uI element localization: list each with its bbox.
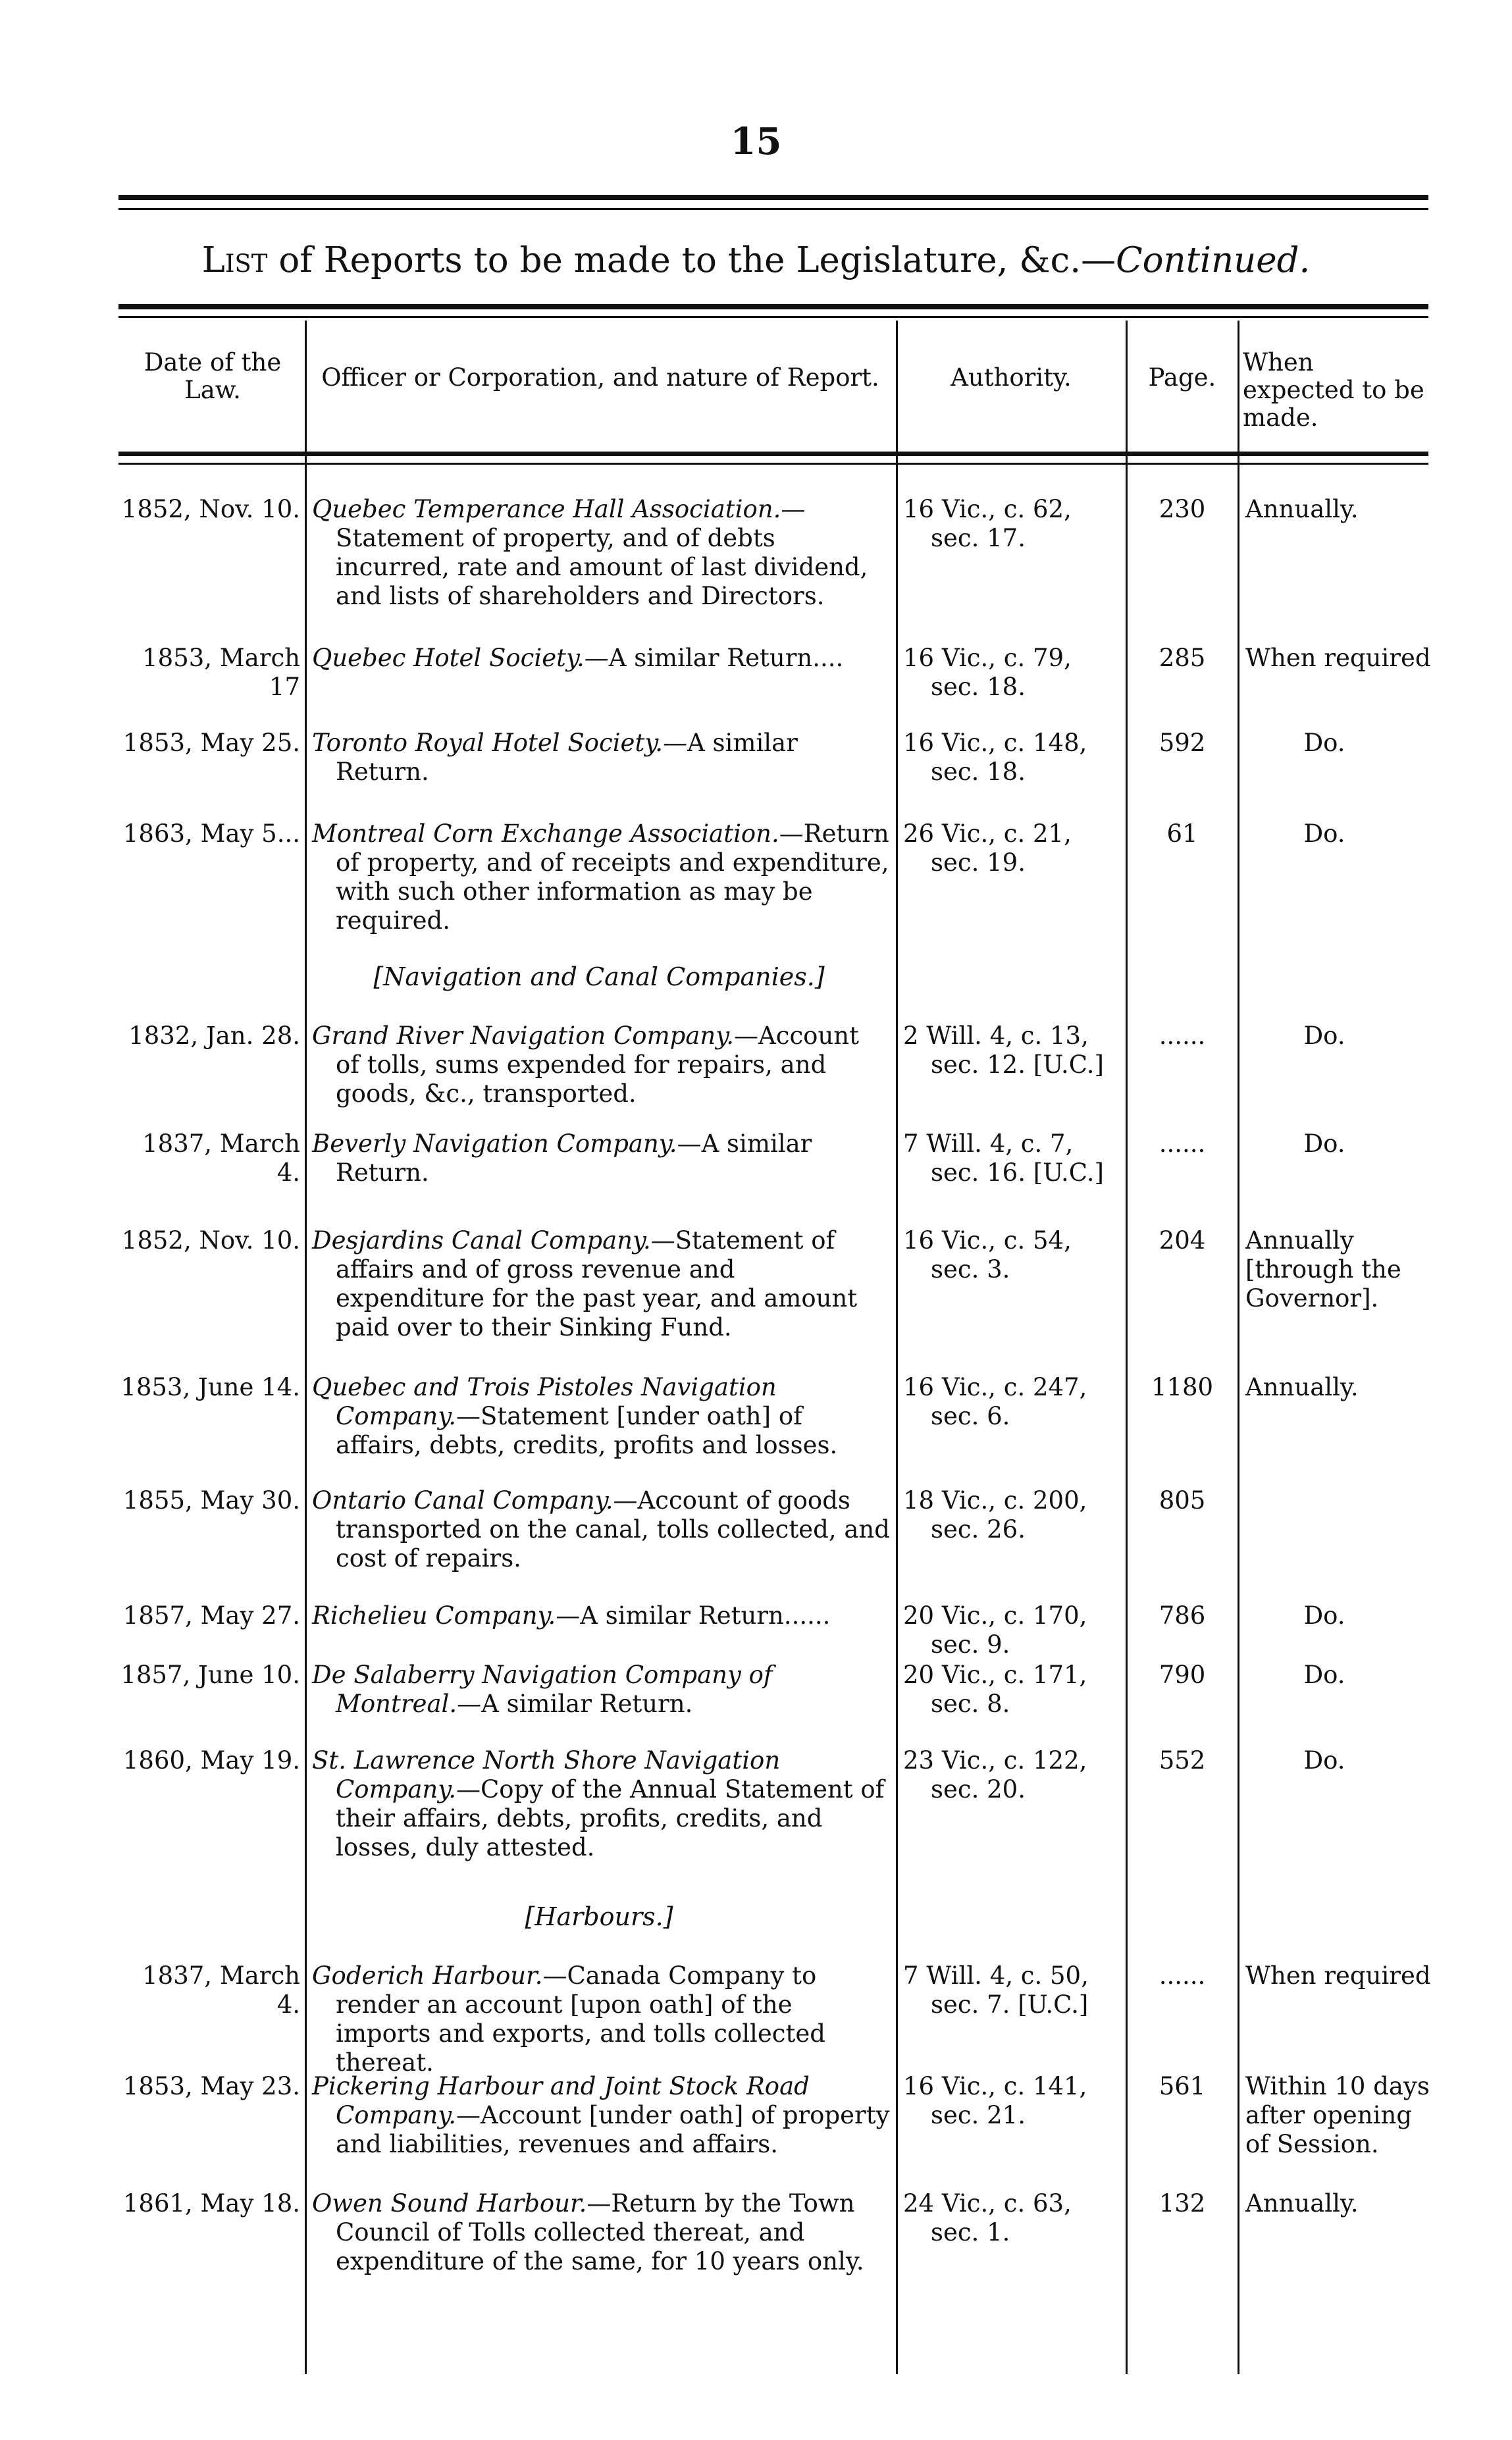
row-page: 204 bbox=[1159, 1226, 1206, 1255]
row-authority-section: sec. 6. bbox=[931, 1402, 1010, 1430]
row-when-expected: When required bbox=[1245, 1961, 1431, 1990]
row-authority-statute: 16 Vic., c. 62, bbox=[903, 495, 1072, 523]
row-report-nature: —Account of tolls, sums expended for repairs, and goods, &c., transported. bbox=[336, 1022, 859, 1108]
row-page: 552 bbox=[1159, 1746, 1206, 1775]
row-authority-section: sec. 7. [U.C.] bbox=[931, 1990, 1089, 2019]
row-authority-statute: 16 Vic., c. 141, bbox=[903, 2072, 1087, 2100]
row-date: 1853, May 23. bbox=[122, 2072, 300, 2100]
row-officer-name: Montreal Corn Exchange Association. bbox=[312, 819, 779, 848]
row-authority bbox=[903, 819, 1122, 877]
row-date: 1855, May 30. bbox=[122, 1486, 300, 1515]
row-page: ...... bbox=[1159, 1961, 1206, 1990]
row-date: 1853, June 14. bbox=[120, 1373, 300, 1401]
header-rule-thin bbox=[118, 316, 1428, 318]
row-authority-section: sec. 1. bbox=[931, 2218, 1010, 2246]
row-page: 561 bbox=[1159, 2072, 1206, 2100]
row-when-expected: Annually. bbox=[1245, 1373, 1359, 1401]
row-officer-name: Grand River Navigation Company. bbox=[312, 1022, 734, 1050]
row-authority bbox=[903, 1226, 1122, 1284]
heading-rest: of Reports to be made to the Legislature, &c.— bbox=[267, 240, 1116, 280]
row-description bbox=[312, 1373, 890, 1460]
row-authority-section: sec. 18. bbox=[931, 673, 1026, 701]
row-officer-name: Desjardins Canal Company. bbox=[312, 1226, 651, 1255]
row-authority bbox=[903, 1961, 1122, 2019]
row-authority-statute: 26 Vic., c. 21, bbox=[903, 819, 1072, 848]
row-description bbox=[312, 2189, 890, 2276]
section-heading-harbours: [Harbours.] bbox=[525, 1902, 673, 1931]
row-authority bbox=[903, 1601, 1122, 1659]
row-officer-name: Beverly Navigation Company. bbox=[312, 1129, 677, 1158]
row-officer-name: Owen Sound Harbour. bbox=[312, 2189, 587, 2218]
row-description bbox=[312, 1226, 890, 1342]
row-authority bbox=[903, 2189, 1122, 2247]
row-officer-name: De Salaberry Navigation Company of Montreal. bbox=[312, 1661, 773, 1718]
row-authority-statute: 16 Vic., c. 54, bbox=[903, 1226, 1072, 1255]
row-authority-section: sec. 19. bbox=[931, 848, 1026, 877]
row-page: 230 bbox=[1159, 495, 1206, 523]
row-when-expected: Do. bbox=[1303, 729, 1345, 757]
row-when-expected: Annually. bbox=[1245, 2189, 1359, 2218]
row-authority-section: sec. 18. bbox=[931, 758, 1026, 786]
row-authority-statute: 7 Will. 4, c. 7, bbox=[903, 1129, 1074, 1158]
row-when-expected: Do. bbox=[1303, 1661, 1345, 1689]
row-report-nature: —Statement of affairs and of gross revenue and expenditure for the past year, and amount paid over to their Sinking Fund. bbox=[336, 1226, 858, 1341]
row-report-nature: —A similar Return. bbox=[457, 1690, 693, 1718]
row-officer-name: Goderich Harbour. bbox=[312, 1961, 543, 1990]
row-authority bbox=[903, 729, 1122, 787]
row-page: 790 bbox=[1159, 1661, 1206, 1689]
row-officer-name: Ontario Canal Company. bbox=[312, 1486, 613, 1515]
row-authority-statute: 18 Vic., c. 200, bbox=[903, 1486, 1087, 1515]
row-when-expected: Do. bbox=[1303, 1129, 1345, 1158]
row-page: 132 bbox=[1159, 2189, 1206, 2218]
row-date: 1863, May 5... bbox=[122, 819, 300, 848]
column-header-officer: Officer or Corporation, and nature of Report. bbox=[321, 363, 879, 392]
row-report-nature: —A similar Return...... bbox=[556, 1601, 831, 1630]
row-date: 1832, Jan. 28. bbox=[128, 1022, 300, 1050]
row-when-expected: Within 10 days after opening of Session. bbox=[1245, 2072, 1430, 2158]
row-report-nature: —A similar Return. bbox=[336, 1129, 812, 1187]
row-when-expected: Do. bbox=[1303, 1746, 1345, 1775]
row-authority bbox=[903, 1486, 1122, 1544]
header-rule-thick bbox=[118, 304, 1428, 309]
row-report-nature: —Copy of the Annual Statement of their affairs, debts, profits, credits, and losses, duly attested. bbox=[336, 1775, 885, 1861]
row-report-nature: —A similar Return.... bbox=[584, 644, 844, 672]
page-heading bbox=[0, 240, 1512, 280]
row-report-nature: —Canada Company to render an account [upon oath] of the imports and exports, and tolls collected thereat. bbox=[336, 1961, 825, 2077]
row-when-expected: Do. bbox=[1303, 819, 1345, 848]
row-report-nature: —Statement [under oath] of affairs, debts, credits, profits and losses. bbox=[336, 1402, 838, 1459]
row-page: 61 bbox=[1166, 819, 1198, 848]
row-authority-section: sec. 9. bbox=[931, 1630, 1010, 1659]
row-authority-statute: 23 Vic., c. 122, bbox=[903, 1746, 1087, 1775]
row-authority-statute: 20 Vic., c. 171, bbox=[903, 1661, 1087, 1689]
row-date: 1860, May 19. bbox=[122, 1746, 300, 1775]
section-heading-navigation: [Navigation and Canal Companies.] bbox=[373, 962, 825, 991]
row-date: 1852, Nov. 10. bbox=[121, 495, 300, 523]
column-divider bbox=[1238, 321, 1239, 2374]
row-authority bbox=[903, 2072, 1122, 2130]
row-description bbox=[312, 1486, 890, 1573]
row-page: 805 bbox=[1159, 1486, 1206, 1515]
row-authority bbox=[903, 1661, 1122, 1719]
row-page: 285 bbox=[1159, 644, 1206, 672]
row-officer-name: Quebec Hotel Society. bbox=[312, 644, 585, 672]
row-when-expected: Annually [through the Governor]. bbox=[1245, 1226, 1401, 1312]
row-authority bbox=[903, 644, 1122, 702]
row-authority bbox=[903, 1022, 1122, 1079]
row-officer-name: Toronto Royal Hotel Society. bbox=[312, 729, 664, 757]
row-when-expected: Do. bbox=[1303, 1601, 1345, 1630]
column-header-when: When expected to be made. bbox=[1243, 348, 1424, 432]
row-page: 1180 bbox=[1151, 1373, 1214, 1401]
row-authority-statute: 16 Vic., c. 247, bbox=[903, 1373, 1087, 1401]
row-date: 1837, March 4. bbox=[142, 1129, 300, 1187]
row-description bbox=[312, 819, 890, 935]
row-report-nature: —Return of property, and of receipts and expenditure, with such other information as may be required. bbox=[336, 819, 889, 935]
row-description bbox=[312, 1746, 890, 1862]
column-header-date: Date of the Law. bbox=[143, 348, 282, 404]
row-report-nature: —Statement of property, and of debts incurred, rate and amount of last dividend, and lists of shareholders and Directors. bbox=[336, 495, 868, 610]
row-authority-section: sec. 17. bbox=[931, 524, 1026, 552]
heading-continued: Continued. bbox=[1116, 240, 1311, 280]
column-divider bbox=[896, 321, 898, 2374]
row-officer-name: Richelieu Company. bbox=[312, 1601, 556, 1630]
row-authority-section: sec. 12. [U.C.] bbox=[931, 1051, 1104, 1079]
row-authority-section: sec. 16. [U.C.] bbox=[931, 1158, 1104, 1187]
row-authority bbox=[903, 495, 1122, 553]
row-report-nature: —A similar Return. bbox=[336, 729, 798, 786]
row-description bbox=[312, 1129, 890, 1187]
row-when-expected: Do. bbox=[1303, 1022, 1345, 1050]
row-authority-statute: 24 Vic., c. 63, bbox=[903, 2189, 1072, 2218]
row-date: 1852, Nov. 10. bbox=[121, 1226, 300, 1255]
row-page: 592 bbox=[1159, 729, 1206, 757]
row-officer-name: Quebec and Trois Pistoles Navigation Company. bbox=[312, 1373, 777, 1430]
row-report-nature: —Account of goods transported on the canal, tolls collected, and cost of repairs. bbox=[336, 1486, 890, 1572]
column-header-rule-thick bbox=[118, 452, 1428, 456]
row-date: 1861, May 18. bbox=[122, 2189, 300, 2218]
row-authority-statute: 7 Will. 4, c. 50, bbox=[903, 1961, 1089, 1990]
row-description bbox=[312, 1961, 890, 2077]
row-officer-name: Quebec Temperance Hall Association. bbox=[312, 495, 781, 523]
row-description bbox=[312, 1601, 890, 1630]
row-date: 1837, March 4. bbox=[142, 1961, 300, 2019]
column-header-page: Page. bbox=[1148, 363, 1216, 392]
row-authority-statute: 20 Vic., c. 170, bbox=[903, 1601, 1087, 1630]
row-page: 786 bbox=[1159, 1601, 1206, 1630]
row-date: 1853, March 17 bbox=[142, 644, 300, 701]
row-date: 1857, May 27. bbox=[122, 1601, 300, 1630]
row-description bbox=[312, 729, 890, 787]
row-when-expected: When required bbox=[1245, 644, 1431, 672]
row-report-nature: —Return by the Town Council of Tolls collected thereat, and expenditure of the same, for 10 years only. bbox=[336, 2189, 864, 2275]
row-authority-statute: 16 Vic., c. 79, bbox=[903, 644, 1072, 672]
row-date: 1853, May 25. bbox=[122, 729, 300, 757]
row-authority bbox=[903, 1373, 1122, 1431]
top-rule-thin bbox=[118, 208, 1428, 210]
row-description bbox=[312, 644, 890, 673]
heading-lead: List bbox=[201, 240, 268, 280]
column-divider bbox=[1126, 321, 1128, 2374]
column-header-rule-thin bbox=[118, 463, 1428, 465]
row-authority-section: sec. 20. bbox=[931, 1775, 1026, 1804]
row-when-expected: Annually. bbox=[1245, 495, 1359, 523]
row-authority-section: sec. 3. bbox=[931, 1255, 1010, 1284]
row-authority-statute: 16 Vic., c. 148, bbox=[903, 729, 1087, 757]
row-authority-section: sec. 21. bbox=[931, 2101, 1026, 2129]
row-description bbox=[312, 2072, 890, 2159]
row-authority-statute: 2 Will. 4, c. 13, bbox=[903, 1022, 1089, 1050]
row-page: ...... bbox=[1159, 1022, 1206, 1050]
row-officer-name: Pickering Harbour and Joint Stock Road Company. bbox=[312, 2072, 810, 2129]
page-number: 15 bbox=[730, 120, 782, 163]
row-description bbox=[312, 1022, 890, 1108]
row-authority bbox=[903, 1746, 1122, 1804]
column-divider bbox=[305, 321, 307, 2374]
top-rule-thick bbox=[118, 195, 1428, 200]
row-authority bbox=[903, 1129, 1122, 1187]
row-report-nature: —Account [under oath] of property and liabilities, revenues and affairs. bbox=[336, 2101, 890, 2158]
column-header-authority: Authority. bbox=[951, 363, 1072, 392]
row-authority-section: sec. 8. bbox=[931, 1690, 1010, 1718]
row-page: ...... bbox=[1159, 1129, 1206, 1158]
row-description bbox=[312, 495, 890, 611]
row-authority-section: sec. 26. bbox=[931, 1515, 1026, 1544]
row-officer-name: St. Lawrence North Shore Navigation Company. bbox=[312, 1746, 781, 1804]
row-description bbox=[312, 1661, 890, 1719]
row-date: 1857, June 10. bbox=[120, 1661, 300, 1689]
